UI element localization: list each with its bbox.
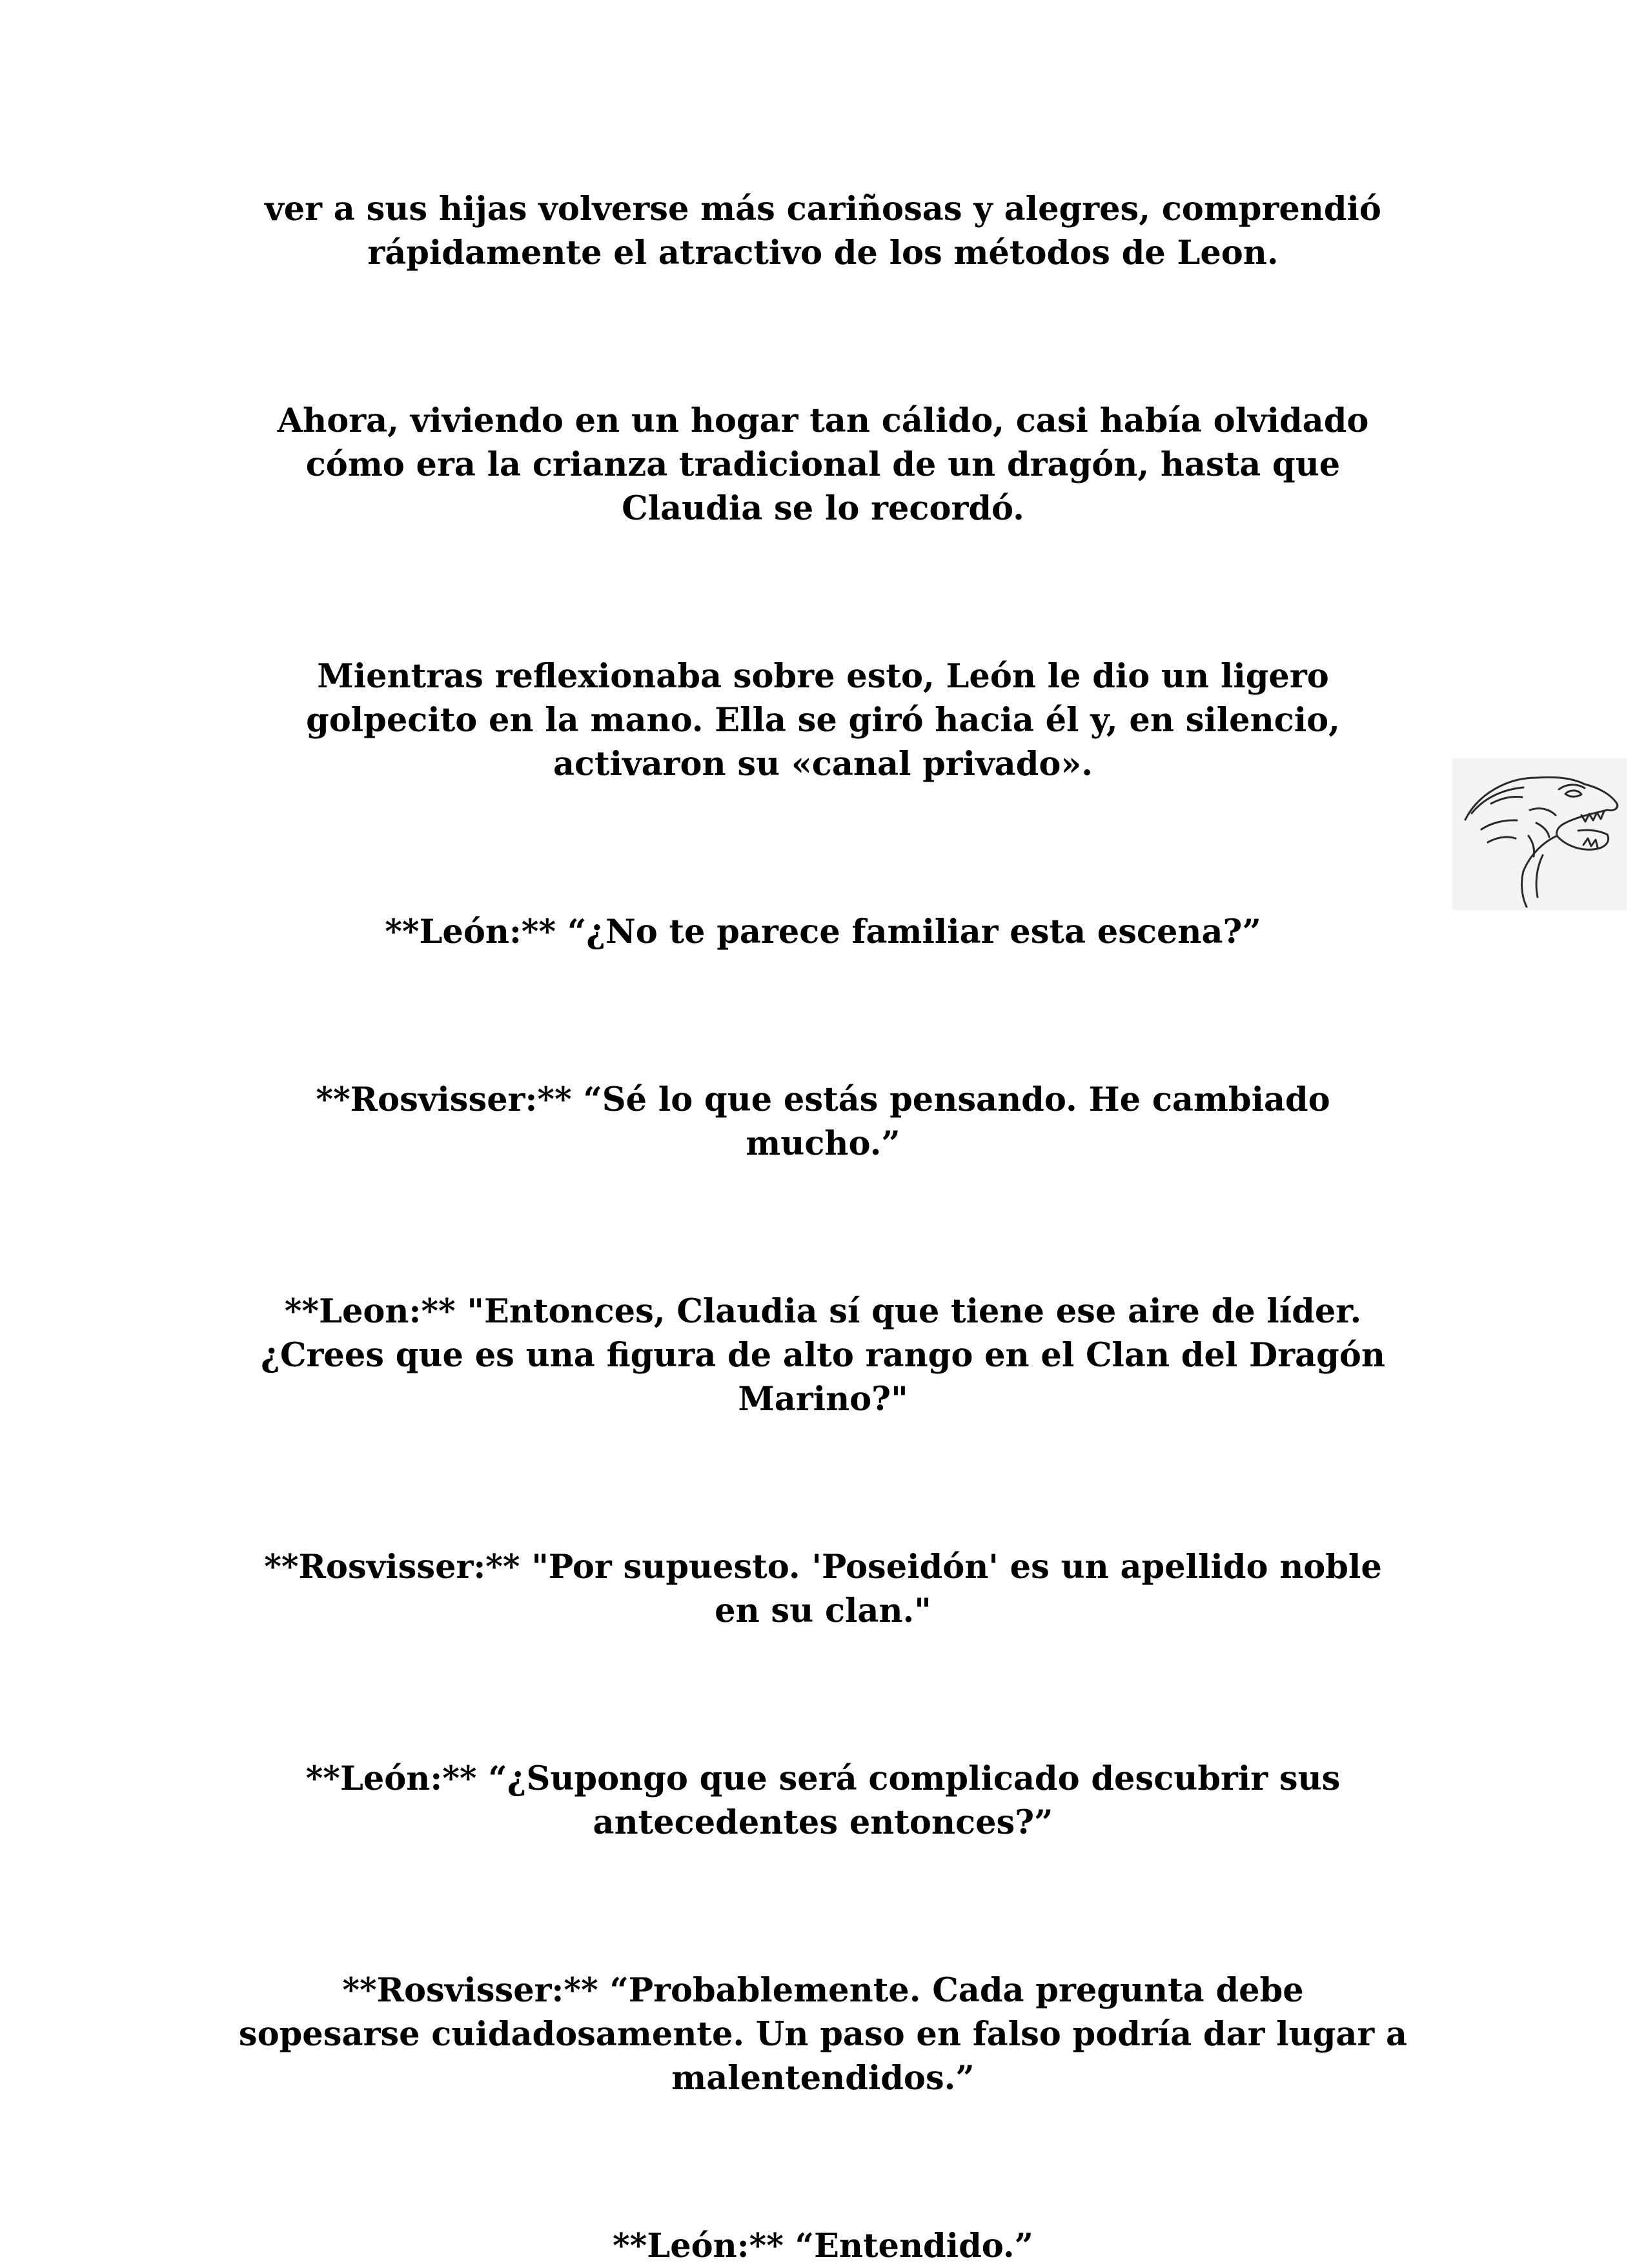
- dialogue-line: [213, 2224, 1433, 2268]
- text-line: **León:** “Entendido.”: [613, 2227, 1033, 2265]
- text-line: ¿Crees que es una figura de alto rango en el Clan del Dragón: [261, 1336, 1385, 1375]
- dialogue-line: [213, 1757, 1433, 1845]
- paragraph: [213, 187, 1433, 275]
- paragraph: [213, 654, 1433, 786]
- text-line: **Rosvisser:** “Probablemente. Cada pregunta debe: [342, 1971, 1304, 2010]
- dialogue-line: [213, 1078, 1433, 1166]
- text-line: **León:** “¿No te parece familiar esta escena?”: [385, 913, 1261, 951]
- text-line: golpecito en la mano. Ella se giró hacia él y, en silencio,: [306, 701, 1340, 740]
- text-line: cómo era la crianza tradicional de un dragón, hasta que: [305, 445, 1341, 484]
- text-line: Marino?": [738, 1380, 908, 1419]
- text-line: malentendidos.”: [671, 2059, 975, 2098]
- text-line: **León:** “¿Supongo que será complicado descubrir sus: [305, 1759, 1341, 1798]
- dialogue-line: [213, 1969, 1433, 2100]
- dialogue-line: [213, 910, 1433, 954]
- text-line: **Rosvisser:** "Por supuesto. 'Poseidón' es un apellido noble: [264, 1548, 1382, 1586]
- text-line: rápidamente el atractivo de los métodos de Leon.: [367, 234, 1279, 272]
- dialogue-line: [213, 1545, 1433, 1633]
- text-line: Claudia se lo recordó.: [622, 489, 1024, 528]
- paragraph: [213, 399, 1433, 531]
- text-line: activaron su «canal privado».: [553, 745, 1093, 784]
- text-line: antecedentes entonces?”: [593, 1803, 1053, 1842]
- text-line: **Rosvisser:** “Sé lo que estás pensando. He cambiado: [316, 1080, 1330, 1119]
- dragon-head-sketch-icon: [1452, 758, 1627, 910]
- text-line: en su clan.": [715, 1592, 931, 1630]
- text-line: ver a sus hijas volverse más cariñosas y alegres, comprendió: [265, 190, 1381, 228]
- dialogue-line: [213, 1290, 1433, 1421]
- text-line: mucho.”: [746, 1124, 900, 1163]
- text-line: sopesarse cuidadosamente. Un paso en falso podría dar lugar a: [238, 2015, 1408, 2054]
- text-line: **Leon:** "Entonces, Claudia sí que tiene ese aire de líder.: [284, 1292, 1362, 1331]
- text-line: Ahora, viviendo en un hogar tan cálido, casi había olvidado: [277, 401, 1369, 440]
- body-text: [213, 187, 1433, 2268]
- text-line: Mientras reflexionaba sobre esto, León le dio un ligero: [317, 657, 1329, 696]
